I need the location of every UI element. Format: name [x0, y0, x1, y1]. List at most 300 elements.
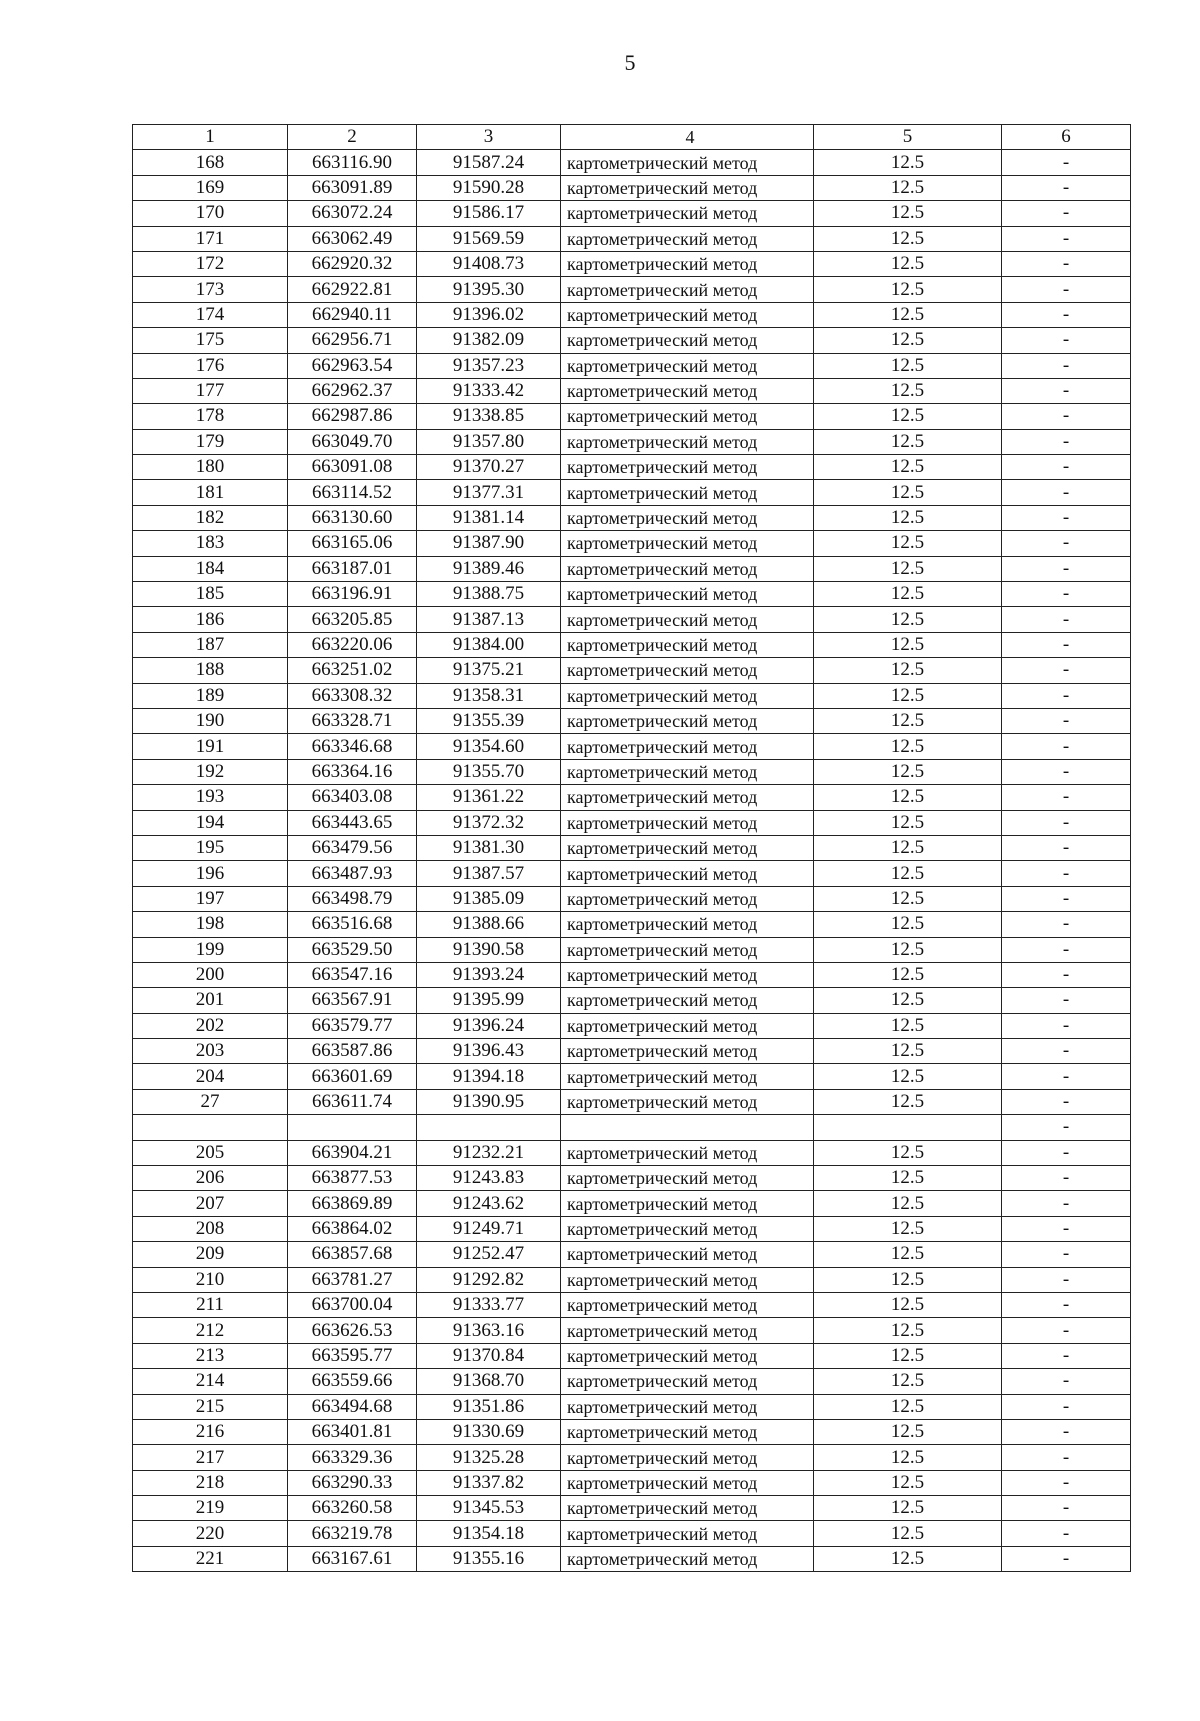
method-cell: картометрический метод — [561, 1013, 814, 1038]
y-coordinate-cell: 91375.21 — [417, 658, 561, 683]
note-cell: - — [1002, 480, 1131, 505]
x-coordinate-cell: 663329.36 — [288, 1445, 417, 1470]
x-coordinate-cell: 663116.90 — [288, 150, 417, 175]
coordinates-table — [132, 124, 1131, 1572]
accuracy-cell: 12.5 — [814, 1216, 1002, 1241]
y-coordinate-cell: 91395.30 — [417, 277, 561, 302]
y-coordinate-cell: 91330.69 — [417, 1419, 561, 1444]
x-coordinate-cell: 663187.01 — [288, 556, 417, 581]
table-row — [133, 531, 1131, 556]
x-coordinate-cell: 663781.27 — [288, 1267, 417, 1292]
x-coordinate-cell: 663587.86 — [288, 1039, 417, 1064]
table-row — [133, 835, 1131, 860]
y-coordinate-cell: 91384.00 — [417, 632, 561, 657]
point-number-cell: 193 — [133, 785, 288, 810]
table-header-row — [133, 125, 1131, 150]
note-cell: - — [1002, 1216, 1131, 1241]
accuracy-cell: 12.5 — [814, 378, 1002, 403]
point-number-cell: 194 — [133, 810, 288, 835]
table-row — [133, 759, 1131, 784]
method-cell: картометрический метод — [561, 378, 814, 403]
method-cell: картометрический метод — [561, 1496, 814, 1521]
accuracy-cell: 12.5 — [814, 912, 1002, 937]
note-cell: - — [1002, 1318, 1131, 1343]
method-cell: картометрический метод — [561, 175, 814, 200]
point-number-cell: 204 — [133, 1064, 288, 1089]
x-coordinate-cell: 663251.02 — [288, 658, 417, 683]
note-cell: - — [1002, 277, 1131, 302]
x-coordinate-cell — [288, 1115, 417, 1140]
table-row — [133, 886, 1131, 911]
point-number-cell: 197 — [133, 886, 288, 911]
y-coordinate-cell: 91387.90 — [417, 531, 561, 556]
point-number-cell: 179 — [133, 429, 288, 454]
point-number-cell: 202 — [133, 1013, 288, 1038]
point-number-cell: 178 — [133, 404, 288, 429]
table-row — [133, 632, 1131, 657]
note-cell: - — [1002, 708, 1131, 733]
table-row — [133, 861, 1131, 886]
x-coordinate-cell: 663219.78 — [288, 1521, 417, 1546]
method-cell: картометрический метод — [561, 1369, 814, 1394]
x-coordinate-cell: 663072.24 — [288, 201, 417, 226]
y-coordinate-cell: 91389.46 — [417, 556, 561, 581]
note-cell: - — [1002, 455, 1131, 480]
table-row — [133, 1419, 1131, 1444]
point-number-cell: 209 — [133, 1242, 288, 1267]
x-coordinate-cell: 663167.61 — [288, 1546, 417, 1571]
note-cell: - — [1002, 353, 1131, 378]
point-number-cell: 189 — [133, 683, 288, 708]
method-cell: картометрический метод — [561, 556, 814, 581]
point-number-cell: 27 — [133, 1089, 288, 1114]
method-cell: картометрический метод — [561, 632, 814, 657]
accuracy-cell: 12.5 — [814, 988, 1002, 1013]
table-row — [133, 1089, 1131, 1114]
y-coordinate-cell: 91333.42 — [417, 378, 561, 403]
accuracy-cell: 12.5 — [814, 226, 1002, 251]
x-coordinate-cell: 663220.06 — [288, 632, 417, 657]
method-cell: картометрический метод — [561, 683, 814, 708]
table-body — [133, 150, 1131, 1572]
method-cell: картометрический метод — [561, 658, 814, 683]
x-coordinate-cell: 663290.33 — [288, 1470, 417, 1495]
table-row — [133, 226, 1131, 251]
x-coordinate-cell: 663328.71 — [288, 708, 417, 733]
y-coordinate-cell: 91355.39 — [417, 708, 561, 733]
table-row — [133, 988, 1131, 1013]
method-cell: картометрический метод — [561, 912, 814, 937]
column-header-4: 4 — [561, 125, 814, 150]
point-number-cell: 200 — [133, 962, 288, 987]
point-number-cell: 198 — [133, 912, 288, 937]
accuracy-cell: 12.5 — [814, 607, 1002, 632]
accuracy-cell: 12.5 — [814, 734, 1002, 759]
method-cell: картометрический метод — [561, 734, 814, 759]
accuracy-cell: 12.5 — [814, 1343, 1002, 1368]
y-coordinate-cell: 91370.84 — [417, 1343, 561, 1368]
y-coordinate-cell: 91368.70 — [417, 1369, 561, 1394]
note-cell: - — [1002, 785, 1131, 810]
method-cell: картометрический метод — [561, 251, 814, 276]
point-number-cell: 196 — [133, 861, 288, 886]
point-number-cell: 211 — [133, 1292, 288, 1317]
table-row — [133, 404, 1131, 429]
x-coordinate-cell: 663260.58 — [288, 1496, 417, 1521]
table-row — [133, 1140, 1131, 1165]
method-cell: картометрический метод — [561, 708, 814, 733]
table-row — [133, 1394, 1131, 1419]
method-cell: картометрический метод — [561, 988, 814, 1013]
y-coordinate-cell: 91358.31 — [417, 683, 561, 708]
accuracy-cell: 12.5 — [814, 1470, 1002, 1495]
accuracy-cell: 12.5 — [814, 531, 1002, 556]
y-coordinate-cell: 91357.80 — [417, 429, 561, 454]
y-coordinate-cell: 91586.17 — [417, 201, 561, 226]
table-row — [133, 201, 1131, 226]
accuracy-cell: 12.5 — [814, 886, 1002, 911]
method-cell: картометрический метод — [561, 1445, 814, 1470]
x-coordinate-cell: 663611.74 — [288, 1089, 417, 1114]
point-number-cell: 192 — [133, 759, 288, 784]
y-coordinate-cell: 91355.70 — [417, 759, 561, 784]
x-coordinate-cell: 663877.53 — [288, 1166, 417, 1191]
accuracy-cell: 12.5 — [814, 251, 1002, 276]
x-coordinate-cell: 663479.56 — [288, 835, 417, 860]
x-coordinate-cell: 663308.32 — [288, 683, 417, 708]
note-cell: - — [1002, 302, 1131, 327]
note-cell: - — [1002, 1115, 1131, 1140]
y-coordinate-cell: 91243.83 — [417, 1166, 561, 1191]
accuracy-cell: 12.5 — [814, 175, 1002, 200]
method-cell: картометрический метод — [561, 480, 814, 505]
y-coordinate-cell: 91385.09 — [417, 886, 561, 911]
method-cell: картометрический метод — [561, 962, 814, 987]
table-row — [133, 607, 1131, 632]
y-coordinate-cell: 91337.82 — [417, 1470, 561, 1495]
x-coordinate-cell: 663567.91 — [288, 988, 417, 1013]
method-cell: картометрический метод — [561, 429, 814, 454]
x-coordinate-cell: 663626.53 — [288, 1318, 417, 1343]
x-coordinate-cell: 662940.11 — [288, 302, 417, 327]
accuracy-cell: 12.5 — [814, 1191, 1002, 1216]
table-row — [133, 480, 1131, 505]
table-row — [133, 328, 1131, 353]
table-row — [133, 1369, 1131, 1394]
point-number-cell: 184 — [133, 556, 288, 581]
point-number-cell: 185 — [133, 582, 288, 607]
note-cell: - — [1002, 886, 1131, 911]
note-cell: - — [1002, 378, 1131, 403]
table-row — [133, 962, 1131, 987]
note-cell: - — [1002, 1470, 1131, 1495]
note-cell: - — [1002, 937, 1131, 962]
method-cell: картометрический метод — [561, 785, 814, 810]
x-coordinate-cell: 663091.08 — [288, 455, 417, 480]
table-row — [133, 1039, 1131, 1064]
point-number-cell: 188 — [133, 658, 288, 683]
note-cell: - — [1002, 505, 1131, 530]
table-row — [133, 1216, 1131, 1241]
point-number-cell: 176 — [133, 353, 288, 378]
point-number-cell: 216 — [133, 1419, 288, 1444]
accuracy-cell: 12.5 — [814, 1496, 1002, 1521]
point-number-cell: 195 — [133, 835, 288, 860]
method-cell: картометрический метод — [561, 353, 814, 378]
note-cell: - — [1002, 226, 1131, 251]
y-coordinate-cell: 91354.60 — [417, 734, 561, 759]
accuracy-cell: 12.5 — [814, 556, 1002, 581]
x-coordinate-cell: 662963.54 — [288, 353, 417, 378]
point-number-cell: 219 — [133, 1496, 288, 1521]
note-cell: - — [1002, 1496, 1131, 1521]
y-coordinate-cell: 91390.58 — [417, 937, 561, 962]
table-row — [133, 1496, 1131, 1521]
point-number-cell: 205 — [133, 1140, 288, 1165]
note-cell: - — [1002, 1343, 1131, 1368]
point-number-cell: 180 — [133, 455, 288, 480]
accuracy-cell: 12.5 — [814, 1292, 1002, 1317]
note-cell: - — [1002, 328, 1131, 353]
accuracy-cell: 12.5 — [814, 708, 1002, 733]
accuracy-cell: 12.5 — [814, 1318, 1002, 1343]
y-coordinate-cell: 91382.09 — [417, 328, 561, 353]
x-coordinate-cell: 663547.16 — [288, 962, 417, 987]
y-coordinate-cell: 91232.21 — [417, 1140, 561, 1165]
y-coordinate-cell: 91396.02 — [417, 302, 561, 327]
note-cell: - — [1002, 1013, 1131, 1038]
x-coordinate-cell: 663904.21 — [288, 1140, 417, 1165]
x-coordinate-cell: 663595.77 — [288, 1343, 417, 1368]
y-coordinate-cell: 91590.28 — [417, 175, 561, 200]
method-cell: картометрический метод — [561, 404, 814, 429]
note-cell: - — [1002, 1521, 1131, 1546]
accuracy-cell: 12.5 — [814, 962, 1002, 987]
x-coordinate-cell: 663498.79 — [288, 886, 417, 911]
y-coordinate-cell: 91381.14 — [417, 505, 561, 530]
note-cell: - — [1002, 861, 1131, 886]
table-row — [133, 1242, 1131, 1267]
x-coordinate-cell: 662987.86 — [288, 404, 417, 429]
table-row — [133, 658, 1131, 683]
note-cell: - — [1002, 835, 1131, 860]
point-number-cell: 175 — [133, 328, 288, 353]
column-header-5: 5 — [814, 125, 1002, 150]
x-coordinate-cell: 663869.89 — [288, 1191, 417, 1216]
accuracy-cell: 12.5 — [814, 150, 1002, 175]
point-number-cell: 169 — [133, 175, 288, 200]
point-number-cell: 182 — [133, 505, 288, 530]
y-coordinate-cell: 91354.18 — [417, 1521, 561, 1546]
table-row — [133, 708, 1131, 733]
table-row — [133, 251, 1131, 276]
table-row — [133, 912, 1131, 937]
point-number-cell — [133, 1115, 288, 1140]
note-cell: - — [1002, 1546, 1131, 1571]
accuracy-cell: 12.5 — [814, 429, 1002, 454]
table-row — [133, 429, 1131, 454]
x-coordinate-cell: 663062.49 — [288, 226, 417, 251]
accuracy-cell: 12.5 — [814, 1445, 1002, 1470]
point-number-cell: 210 — [133, 1267, 288, 1292]
method-cell: картометрический метод — [561, 1242, 814, 1267]
x-coordinate-cell: 663487.93 — [288, 861, 417, 886]
note-cell: - — [1002, 175, 1131, 200]
table-row — [133, 1191, 1131, 1216]
accuracy-cell: 12.5 — [814, 1140, 1002, 1165]
table-row — [133, 302, 1131, 327]
point-number-cell: 173 — [133, 277, 288, 302]
y-coordinate-cell: 91243.62 — [417, 1191, 561, 1216]
note-cell: - — [1002, 531, 1131, 556]
table-row — [133, 175, 1131, 200]
table-row — [133, 1521, 1131, 1546]
accuracy-cell: 12.5 — [814, 759, 1002, 784]
note-cell: - — [1002, 582, 1131, 607]
x-coordinate-cell: 663403.08 — [288, 785, 417, 810]
note-cell: - — [1002, 1445, 1131, 1470]
note-cell: - — [1002, 658, 1131, 683]
note-cell: - — [1002, 1369, 1131, 1394]
method-cell: картометрический метод — [561, 1216, 814, 1241]
method-cell: картометрический метод — [561, 861, 814, 886]
y-coordinate-cell: 91292.82 — [417, 1267, 561, 1292]
note-cell: - — [1002, 150, 1131, 175]
method-cell: картометрический метод — [561, 886, 814, 911]
point-number-cell: 168 — [133, 150, 288, 175]
method-cell — [561, 1115, 814, 1140]
note-cell: - — [1002, 1242, 1131, 1267]
method-cell: картометрический метод — [561, 302, 814, 327]
table-row — [133, 1166, 1131, 1191]
method-cell: картометрический метод — [561, 150, 814, 175]
point-number-cell: 218 — [133, 1470, 288, 1495]
y-coordinate-cell: 91361.22 — [417, 785, 561, 810]
table-row — [133, 1343, 1131, 1368]
method-cell: картометрический метод — [561, 1546, 814, 1571]
point-number-cell: 207 — [133, 1191, 288, 1216]
accuracy-cell: 12.5 — [814, 1394, 1002, 1419]
x-coordinate-cell: 662956.71 — [288, 328, 417, 353]
accuracy-cell: 12.5 — [814, 1521, 1002, 1546]
note-cell: - — [1002, 1267, 1131, 1292]
method-cell: картометрический метод — [561, 1089, 814, 1114]
method-cell: картометрический метод — [561, 810, 814, 835]
method-cell: картометрический метод — [561, 1267, 814, 1292]
x-coordinate-cell: 663049.70 — [288, 429, 417, 454]
table-row — [133, 1445, 1131, 1470]
table-row — [133, 683, 1131, 708]
y-coordinate-cell: 91325.28 — [417, 1445, 561, 1470]
method-cell: картометрический метод — [561, 277, 814, 302]
table-row — [133, 353, 1131, 378]
point-number-cell: 199 — [133, 937, 288, 962]
note-cell: - — [1002, 912, 1131, 937]
point-number-cell: 213 — [133, 1343, 288, 1368]
y-coordinate-cell: 91569.59 — [417, 226, 561, 251]
y-coordinate-cell: 91396.43 — [417, 1039, 561, 1064]
method-cell: картометрический метод — [561, 759, 814, 784]
x-coordinate-cell: 663559.66 — [288, 1369, 417, 1394]
x-coordinate-cell: 663196.91 — [288, 582, 417, 607]
point-number-cell: 172 — [133, 251, 288, 276]
accuracy-cell: 12.5 — [814, 1419, 1002, 1444]
y-coordinate-cell: 91363.16 — [417, 1318, 561, 1343]
accuracy-cell: 12.5 — [814, 1064, 1002, 1089]
method-cell: картометрический метод — [561, 835, 814, 860]
x-coordinate-cell: 663205.85 — [288, 607, 417, 632]
table-row — [133, 734, 1131, 759]
point-number-cell: 191 — [133, 734, 288, 759]
accuracy-cell: 12.5 — [814, 658, 1002, 683]
note-cell: - — [1002, 632, 1131, 657]
method-cell: картометрический метод — [561, 1191, 814, 1216]
x-coordinate-cell: 662962.37 — [288, 378, 417, 403]
point-number-cell: 174 — [133, 302, 288, 327]
table-row — [133, 1292, 1131, 1317]
y-coordinate-cell: 91408.73 — [417, 251, 561, 276]
x-coordinate-cell: 663346.68 — [288, 734, 417, 759]
table-row — [133, 378, 1131, 403]
point-number-cell: 220 — [133, 1521, 288, 1546]
point-number-cell: 203 — [133, 1039, 288, 1064]
accuracy-cell: 12.5 — [814, 201, 1002, 226]
x-coordinate-cell: 663401.81 — [288, 1419, 417, 1444]
method-cell: картометрический метод — [561, 328, 814, 353]
note-cell: - — [1002, 962, 1131, 987]
x-coordinate-cell: 663529.50 — [288, 937, 417, 962]
accuracy-cell — [814, 1115, 1002, 1140]
method-cell: картометрический метод — [561, 1470, 814, 1495]
table-row — [133, 505, 1131, 530]
point-number-cell: 177 — [133, 378, 288, 403]
accuracy-cell: 12.5 — [814, 277, 1002, 302]
note-cell: - — [1002, 988, 1131, 1013]
accuracy-cell: 12.5 — [814, 302, 1002, 327]
table-row — [133, 1064, 1131, 1089]
note-cell: - — [1002, 429, 1131, 454]
accuracy-cell: 12.5 — [814, 1242, 1002, 1267]
x-coordinate-cell: 663114.52 — [288, 480, 417, 505]
point-number-cell: 214 — [133, 1369, 288, 1394]
method-cell: картометрический метод — [561, 937, 814, 962]
accuracy-cell: 12.5 — [814, 1039, 1002, 1064]
note-cell: - — [1002, 1191, 1131, 1216]
table-row — [133, 1115, 1131, 1140]
point-number-cell: 183 — [133, 531, 288, 556]
note-cell: - — [1002, 404, 1131, 429]
table-row — [133, 937, 1131, 962]
y-coordinate-cell: 91388.75 — [417, 582, 561, 607]
x-coordinate-cell: 663700.04 — [288, 1292, 417, 1317]
method-cell: картометрический метод — [561, 201, 814, 226]
y-coordinate-cell: 91396.24 — [417, 1013, 561, 1038]
y-coordinate-cell: 91249.71 — [417, 1216, 561, 1241]
column-header-2: 2 — [288, 125, 417, 150]
accuracy-cell: 12.5 — [814, 937, 1002, 962]
method-cell: картометрический метод — [561, 1343, 814, 1368]
accuracy-cell: 12.5 — [814, 455, 1002, 480]
y-coordinate-cell — [417, 1115, 561, 1140]
accuracy-cell: 12.5 — [814, 582, 1002, 607]
column-header-3: 3 — [417, 125, 561, 150]
x-coordinate-cell: 662922.81 — [288, 277, 417, 302]
x-coordinate-cell: 663494.68 — [288, 1394, 417, 1419]
method-cell: картометрический метод — [561, 1064, 814, 1089]
x-coordinate-cell: 663857.68 — [288, 1242, 417, 1267]
table-row — [133, 1013, 1131, 1038]
note-cell: - — [1002, 251, 1131, 276]
